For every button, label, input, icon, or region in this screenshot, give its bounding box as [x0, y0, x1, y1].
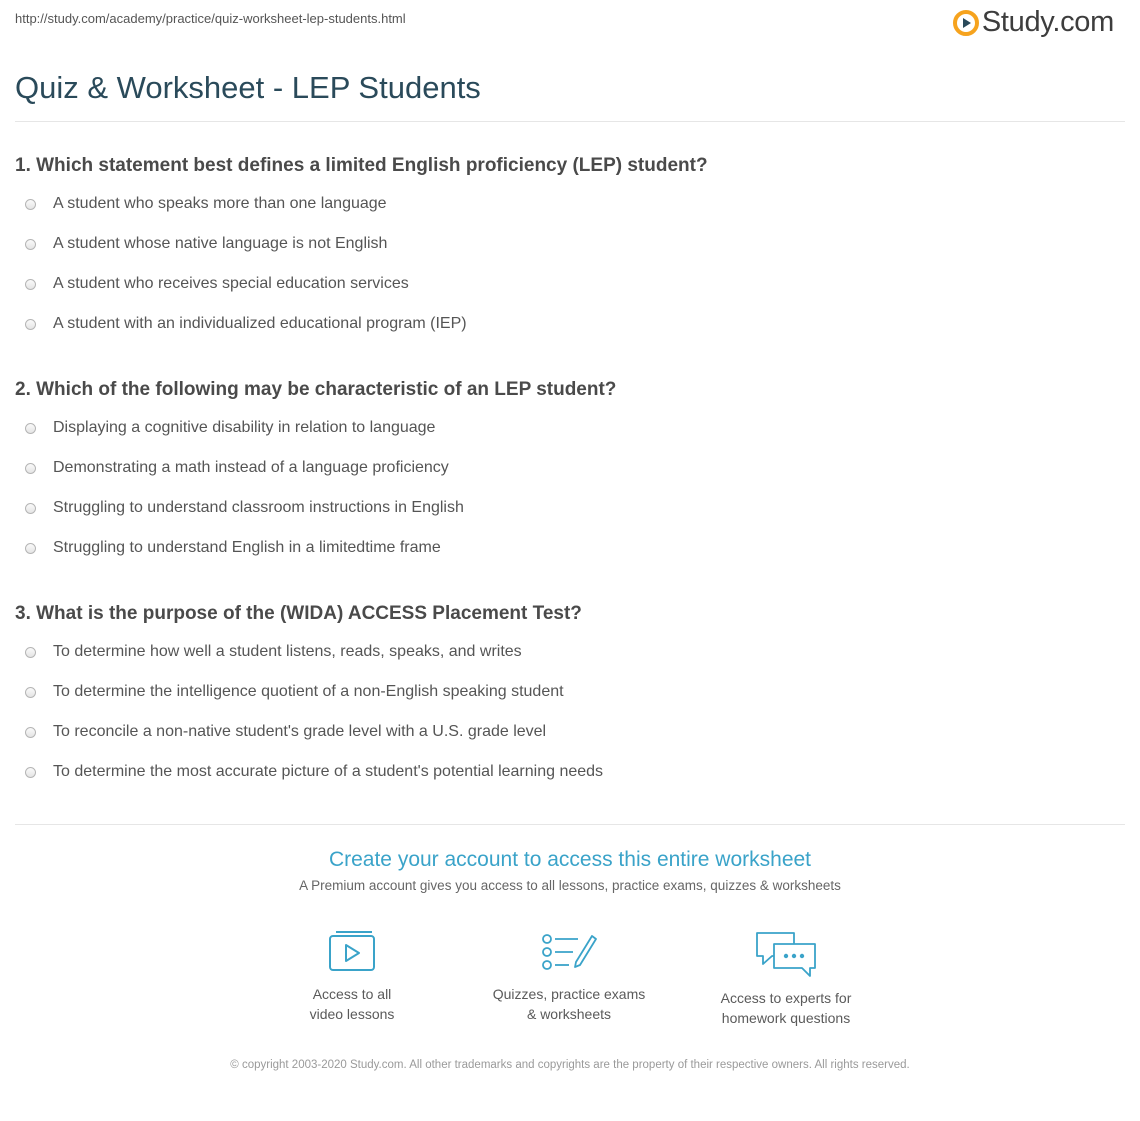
answer-option[interactable]: [15, 224, 1125, 264]
radio-button[interactable]: [25, 279, 36, 290]
radio-button[interactable]: [25, 503, 36, 514]
question-2: [15, 376, 1125, 568]
play-circle-icon: [953, 10, 979, 36]
feature-experts: [686, 930, 886, 1028]
answer-label: Displaying a cognitive disability in relation to language: [53, 419, 436, 436]
answer-label: To reconcile a non-native student's grade level with a U.S. grade level: [53, 723, 547, 740]
radio-button[interactable]: [25, 543, 36, 554]
question-text: 3. What is the purpose of the (WIDA) ACCESS Placement Test?: [15, 603, 582, 624]
cta-title-link[interactable]: Create your account to access this entire worksheet: [328, 848, 812, 871]
answer-option[interactable]: [15, 304, 1125, 344]
study-logo[interactable]: [953, 6, 1114, 39]
cta-divider: [15, 824, 1125, 825]
radio-button[interactable]: [25, 727, 36, 738]
answer-option[interactable]: [15, 528, 1125, 568]
answer-label: To determine how well a student listens, reads, speaks, and writes: [53, 643, 522, 660]
radio-button[interactable]: [25, 423, 36, 434]
answer-option[interactable]: [15, 264, 1125, 304]
radio-button[interactable]: [25, 647, 36, 658]
answer-label: Demonstrating a math instead of a language proficiency: [53, 459, 449, 476]
radio-button[interactable]: [25, 199, 36, 210]
question-text: 1. Which statement best defines a limited English proficiency (LEP) student?: [15, 155, 708, 176]
answer-options: [15, 184, 1125, 344]
answer-label: Struggling to understand classroom instructions in English: [53, 499, 464, 516]
answer-options: [15, 632, 1125, 792]
answer-option[interactable]: [15, 752, 1125, 792]
feature-label-line2: video lessons: [309, 1006, 395, 1022]
question-text: 2. Which of the following may be characteristic of an LEP student?: [15, 379, 617, 400]
answer-label: To determine the most accurate picture of a student's potential learning needs: [53, 763, 604, 780]
page-url: http://study.com/academy/practice/quiz-worksheet-lep-students.html: [15, 11, 406, 26]
answer-options: [15, 408, 1125, 568]
feature-label-line1: Access to all: [312, 986, 392, 1002]
answer-label: To determine the intelligence quotient of a non-English speaking student: [53, 683, 564, 700]
answer-option[interactable]: [15, 184, 1125, 224]
logo-text: Study.com: [981, 6, 1114, 38]
answer-option[interactable]: [15, 448, 1125, 488]
answer-option[interactable]: [15, 672, 1125, 712]
radio-button[interactable]: [25, 463, 36, 474]
answer-label: A student with an individualized educational program (IEP): [53, 315, 467, 332]
title-divider: [15, 121, 1125, 122]
answer-label: A student whose native language is not English: [53, 235, 388, 252]
video-lesson-icon: [326, 930, 378, 974]
radio-button[interactable]: [25, 319, 36, 330]
answer-label: A student who receives special education services: [53, 275, 409, 292]
answer-option[interactable]: [15, 632, 1125, 672]
feature-quizzes: [469, 930, 669, 1024]
page-title: Quiz & Worksheet - LEP Students: [15, 70, 481, 105]
feature-label-line1: Quizzes, practice exams: [492, 986, 646, 1002]
answer-option[interactable]: [15, 712, 1125, 752]
answer-option[interactable]: [15, 488, 1125, 528]
copyright-footer: © copyright 2003-2020 Study.com. All other trademarks and copyrights are the property of their respective owners. All rights reserved.: [230, 1059, 910, 1071]
radio-button[interactable]: [25, 767, 36, 778]
cta-subtitle: A Premium account gives you access to all lessons, practice exams, quizzes & worksheets: [299, 878, 841, 893]
chat-bubbles-icon: [754, 930, 818, 978]
question-1: [15, 152, 1125, 344]
feature-label-line2: homework questions: [721, 1010, 851, 1026]
answer-option[interactable]: [15, 408, 1125, 448]
feature-video-lessons: [252, 930, 452, 1024]
signup-cta: [0, 846, 1140, 893]
question-3: [15, 600, 1125, 792]
radio-button[interactable]: [25, 687, 36, 698]
answer-label: A student who speaks more than one language: [53, 195, 387, 212]
feature-label-line2: & worksheets: [526, 1006, 612, 1022]
feature-label-line1: Access to experts for: [720, 990, 852, 1006]
radio-button[interactable]: [25, 239, 36, 250]
quiz-checklist-icon: [540, 930, 598, 974]
answer-label: Struggling to understand English in a limitedtime frame: [53, 539, 441, 556]
